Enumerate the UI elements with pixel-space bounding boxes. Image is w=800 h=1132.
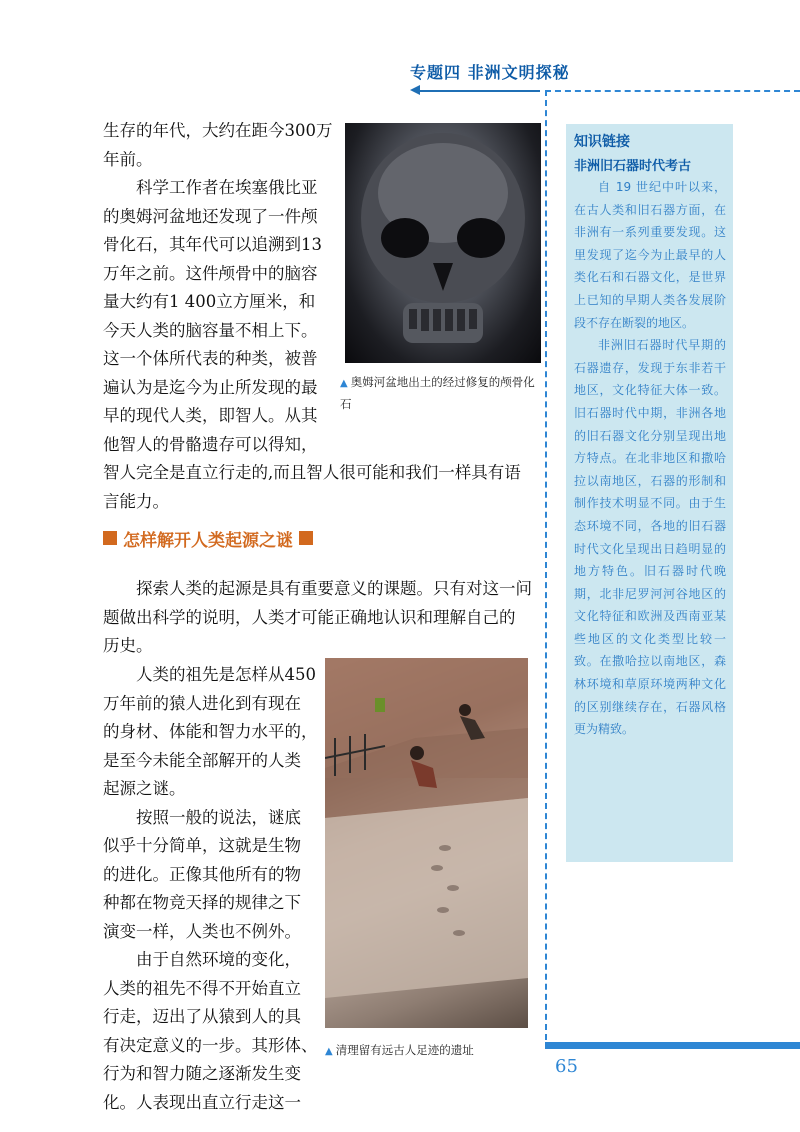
sidebar-body [574,176,726,741]
section-heading [103,526,319,550]
footer-bar [545,1042,800,1049]
skull-illustration [345,123,541,363]
heading-square-icon [103,531,117,545]
text-line: 这一个体所代表的种类，被普 [103,349,318,368]
text-line: 量大约有1 400立方厘米，和 [103,292,316,311]
text-line: 演变一样，人类也不例外。 [103,921,301,941]
text-line: 言能力。 [103,491,169,511]
text-line: 智人完全是直立行走的,而且智人很可能和我们一样具有语 [103,463,521,482]
skull-fossil-image [345,123,541,363]
figure1-caption-text: 奥姆河盆地出土的经过修复的颅骨化石 [340,375,535,411]
text-line: 题做出科学的说明，人类才可能正确地认识和理解自己的 [103,607,516,627]
excavation-illustration [325,658,528,1028]
text-line: 骨化石，其年代可以追溯到13 [103,235,322,254]
sidebar-title: 知识链接 [574,134,630,150]
heading-square-icon [299,531,313,545]
figure2-caption [325,1041,535,1061]
text-line: 年前。 [103,149,153,169]
text-line: 的身材、体能和智力水平的， [103,722,318,741]
header-arrow-icon [410,85,420,95]
figure1-caption [340,372,545,414]
sidebar-subtitle: 非洲旧石器时代考古 [574,159,692,174]
knowledge-link-sidebar [566,124,733,862]
section-paragraph-2 [103,661,323,1117]
text-line: 按照一般的说法，谜底 [136,807,301,827]
text-line: 的奥姆河盆地还发现了一件颅 [103,206,318,226]
text-line: 万年之前。这件颅骨中的脑容 [103,263,318,283]
text-line: 似乎十分简单，这就是生物 [103,836,301,855]
text-line: 今天人类的脑容量不相上下。 [103,320,318,340]
text-line: 人类的祖先是怎样从450 [136,665,316,684]
text-line: 早的现代人类，即智人。从其 [103,406,318,425]
text-line: 行走，迈出了从猿到人的具 [103,1007,301,1026]
sidebar-dashed-border [545,90,547,1040]
figure2-caption-text: 清理留有远古人足迹的遗址 [335,1043,474,1057]
text-line: 科学工作者在埃塞俄比亚 [136,178,318,197]
chapter-header: 专题四 非洲文明探秘 [410,63,570,82]
text-line: 的进化。正像其他所有的物 [103,864,301,884]
caption-triangle-icon: ▲ [340,378,348,389]
sidebar-paragraph: 非洲旧石器时代早期的石器遗存，发现于东非若干地区，文化特征大体一致。旧石器时代中期，非洲各地的旧石器文化分别呈现出地方特点。在北非地区和撒哈拉以南地区，石器的形制和制作技术明显不同。由于生态环境不同，各地的旧石器时代文化呈现出日趋明显的地方特色。旧石器时代晚期，北非尼罗河河谷地区的文化特征和欧洲及西南亚某些地区的文化类型比较一致。在撒哈拉以南地区，森林环境和草原环境两种文化的区别继续存在，石器风格更为精致。 [574,338,726,737]
text-line: 遍认为是迄今为止所发现的最 [103,377,318,397]
text-line: 起源之谜。 [103,779,186,798]
sidebar-paragraph: 自 19 世纪中叶以来，在古人类和旧石器方面，在非洲有一系列重要发现。这里发现了迄今为止最早的人类化石和石器文化，是世界上已知的早期人类各发展阶段不存在断裂的地区。 [574,180,726,330]
text-line: 探索人类的起源是具有重要意义的课题。只有对这一问 [136,579,532,598]
text-line: 行为和智力随之逐渐发生变 [103,1064,301,1083]
text-line: 是至今未能全部解开的人类 [103,750,301,770]
text-line: 化。人表现出直立行走这一 [103,1092,301,1112]
text-line: 他智人的骨骼遗存可以得知， [103,434,318,454]
header-dashed-rule [545,90,800,92]
text-line: 历史。 [103,636,153,655]
section-heading-text: 怎样解开人类起源之谜 [123,530,293,551]
header-rule [420,90,540,92]
text-line: 种都在物竞天择的规律之下 [103,893,301,912]
text-line: 由于自然环境的变化， [136,950,301,969]
text-line: 有决定意义的一步。其形体、 [103,1035,318,1055]
page-number: 65 [555,1056,578,1077]
section-paragraph-1 [103,575,543,661]
text-line: 万年前的猿人进化到有现在 [103,693,301,713]
footprint-site-photo [325,658,528,1028]
caption-triangle-icon: ▲ [325,1046,333,1057]
text-line: 生存的年代，大约在距今300万 [103,121,333,140]
text-line: 人类的祖先不得不开始直立 [103,978,301,998]
